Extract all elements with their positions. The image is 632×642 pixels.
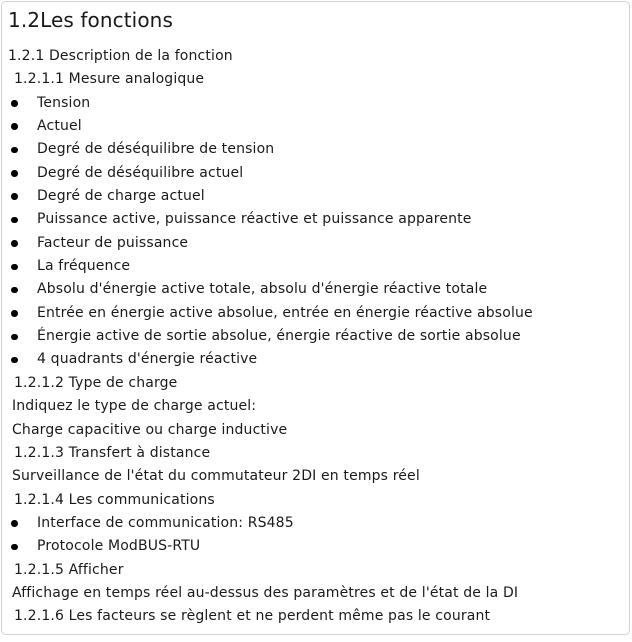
heading-line — [7, 559, 625, 582]
bullet-icon — [8, 232, 37, 255]
bullet-icon — [8, 208, 37, 231]
line-text: Degré de charge actuel — [37, 188, 205, 205]
paragraph-line — [7, 465, 625, 488]
line-text: 1.2.1.3 Transfert à distance — [14, 444, 211, 461]
line-text: Tension — [37, 94, 91, 111]
line-text: Facteur de puissance — [37, 234, 189, 251]
page-title: 1.2Les fonctions — [8, 8, 173, 32]
bullet-icon — [8, 255, 37, 278]
bullet-icon — [8, 348, 37, 371]
line-text: 1.2.1.4 Les communications — [14, 491, 215, 508]
line-text: Énergie active de sortie absolue, énergie réactive de sortie absolue — [37, 328, 521, 345]
bullet-icon — [8, 302, 37, 325]
line-text: 1.2.1.1 Mesure analogique — [14, 71, 205, 88]
line-text: Entrée en énergie active absolue, entrée en énergie réactive absolue — [37, 304, 533, 321]
page-frame — [1, 1, 630, 635]
line-text: 1.2.1.5 Afficher — [14, 561, 124, 578]
line-text: Degré de déséquilibre de tension — [37, 141, 275, 158]
bullet-icon — [8, 325, 37, 348]
line-text: 1.2.1.2 Type de charge — [14, 374, 178, 391]
heading-line — [7, 442, 625, 465]
bullet-icon — [8, 92, 37, 115]
bullet-item — [7, 348, 625, 371]
bullet-item — [7, 138, 625, 161]
line-text: 1.2.1.6 Les facteurs se règlent et ne perdent même pas le courant — [14, 608, 491, 625]
line-text: 1.2.1 Description de la fonction — [8, 48, 233, 64]
bullet-icon — [8, 512, 37, 535]
bullet-item — [7, 325, 625, 348]
line-text: La fréquence — [37, 258, 131, 275]
heading-line — [7, 68, 625, 91]
heading-line — [7, 45, 625, 68]
bullet-icon — [8, 185, 37, 208]
line-text: Degré de déséquilibre actuel — [37, 164, 244, 181]
bullet-icon — [8, 278, 37, 301]
line-text: Actuel — [37, 118, 82, 135]
line-text: Indiquez le type de charge actuel: — [12, 398, 257, 415]
line-text: Puissance active, puissance réactive et puissance apparente — [37, 211, 472, 228]
bullet-item — [7, 512, 625, 535]
bullet-item — [7, 302, 625, 325]
line-text: Protocole ModBUS-RTU — [37, 538, 201, 555]
heading-line — [7, 605, 625, 628]
bullet-item — [7, 278, 625, 301]
line-text: 4 quadrants d'énergie réactive — [37, 351, 258, 368]
line-text: Surveillance de l'état du commutateur 2DI en temps réel — [12, 468, 420, 485]
line-text: Interface de communication: RS485 — [37, 514, 294, 531]
heading-line — [7, 372, 625, 395]
heading-line — [7, 489, 625, 512]
bullet-icon — [8, 138, 37, 161]
document-lines — [7, 45, 625, 629]
bullet-icon — [8, 162, 37, 185]
bullet-item — [7, 162, 625, 185]
bullet-item — [7, 185, 625, 208]
bullet-item — [7, 208, 625, 231]
line-text: Affichage en temps réel au-dessus des paramètres et de l'état de la DI — [12, 584, 519, 601]
bullet-icon — [8, 115, 37, 138]
bullet-icon — [8, 535, 37, 558]
paragraph-line — [7, 419, 625, 442]
bullet-item — [7, 92, 625, 115]
paragraph-line — [7, 582, 625, 605]
paragraph-line — [7, 395, 625, 418]
bullet-item — [7, 232, 625, 255]
line-text: Charge capacitive ou charge inductive — [12, 421, 288, 438]
bullet-item — [7, 535, 625, 558]
bullet-item — [7, 255, 625, 278]
bullet-item — [7, 115, 625, 138]
line-text: Absolu d'énergie active totale, absolu d'énergie réactive totale — [37, 281, 488, 298]
